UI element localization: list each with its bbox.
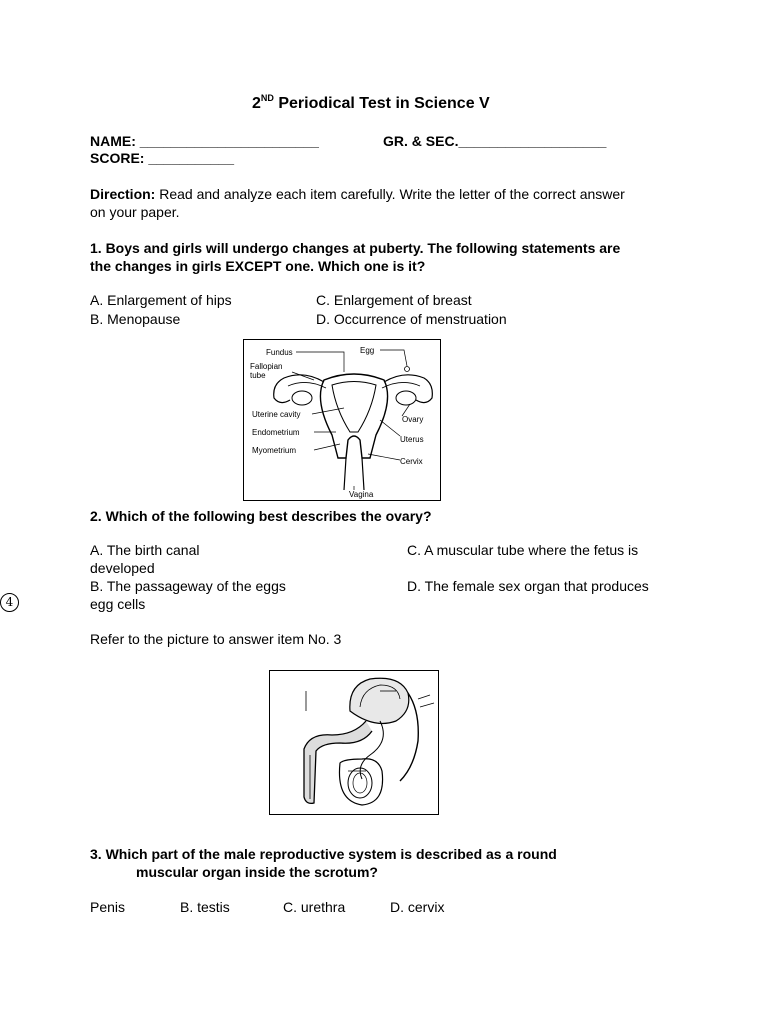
label-uterine-cavity: Uterine cavity	[252, 410, 301, 419]
label-cervix: Cervix	[400, 457, 423, 466]
female-reproductive-diagram	[243, 339, 441, 501]
direction-line-1	[90, 186, 625, 202]
label-myometrium: Myometrium	[252, 446, 297, 455]
direction-text: Read and analyze each item carefully. Write the letter of the correct answer	[155, 186, 625, 202]
q1-option-c: C. Enlargement of breast	[316, 292, 472, 308]
test-title	[252, 95, 490, 113]
q2-option-b: B. The passageway of the eggs	[90, 578, 286, 594]
title-superscript: ND	[260, 93, 274, 103]
question-3-line-1: 3. Which part of the male reproductive system is described as a round	[90, 846, 557, 862]
q2-option-a: A. The birth canal	[90, 542, 200, 558]
label-uterus: Uterus	[400, 435, 424, 444]
refer-instruction: Refer to the picture to answer item No. 3	[90, 631, 342, 647]
title-number: 2	[252, 95, 261, 112]
q2-option-a-continued: developed	[90, 560, 155, 576]
label-endometrium: Endometrium	[252, 428, 300, 437]
question-3-line-2: muscular organ inside the scrotum?	[136, 864, 378, 880]
label-ovary: Ovary	[402, 415, 424, 424]
question-2: 2. Which of the following best describes the ovary?	[90, 508, 432, 524]
question-1-line-2: the changes in girls EXCEPT one. Which one is it?	[90, 258, 426, 274]
male-reproductive-diagram	[269, 670, 439, 815]
direction-label: Direction:	[90, 186, 156, 202]
direction-line-2: on your paper.	[90, 204, 180, 220]
q3-option-b: B. testis	[180, 899, 230, 915]
q1-option-d: D. Occurrence of menstruation	[316, 311, 507, 327]
margin-circled-number: 4	[0, 593, 19, 612]
title-text: Periodical Test in Science V	[278, 95, 490, 112]
question-1-line-1: 1. Boys and girls will undergo changes at puberty. The following statements are	[90, 240, 621, 256]
q3-option-d: D. cervix	[390, 899, 445, 915]
q1-option-b: B. Menopause	[90, 311, 181, 327]
label-fundus: Fundus	[266, 348, 293, 357]
label-fallopian: Fallopian	[250, 362, 283, 371]
q2-option-c: C. A muscular tube where the fetus is	[407, 542, 639, 558]
grade-section-field: GR. & SEC.___________________	[383, 133, 607, 149]
q2-option-d: D. The female sex organ that produces	[407, 578, 649, 594]
q1-option-a: A. Enlargement of hips	[90, 292, 232, 308]
score-field: SCORE: ___________	[90, 150, 234, 166]
label-tube: tube	[250, 371, 266, 380]
label-egg: Egg	[360, 346, 375, 355]
q3-option-a: Penis	[90, 899, 126, 915]
label-vagina: Vagina	[349, 490, 374, 499]
q3-option-c: C. urethra	[283, 899, 346, 915]
name-field: NAME: _______________________	[90, 133, 319, 149]
q2-option-b-continued: egg cells	[90, 596, 146, 612]
